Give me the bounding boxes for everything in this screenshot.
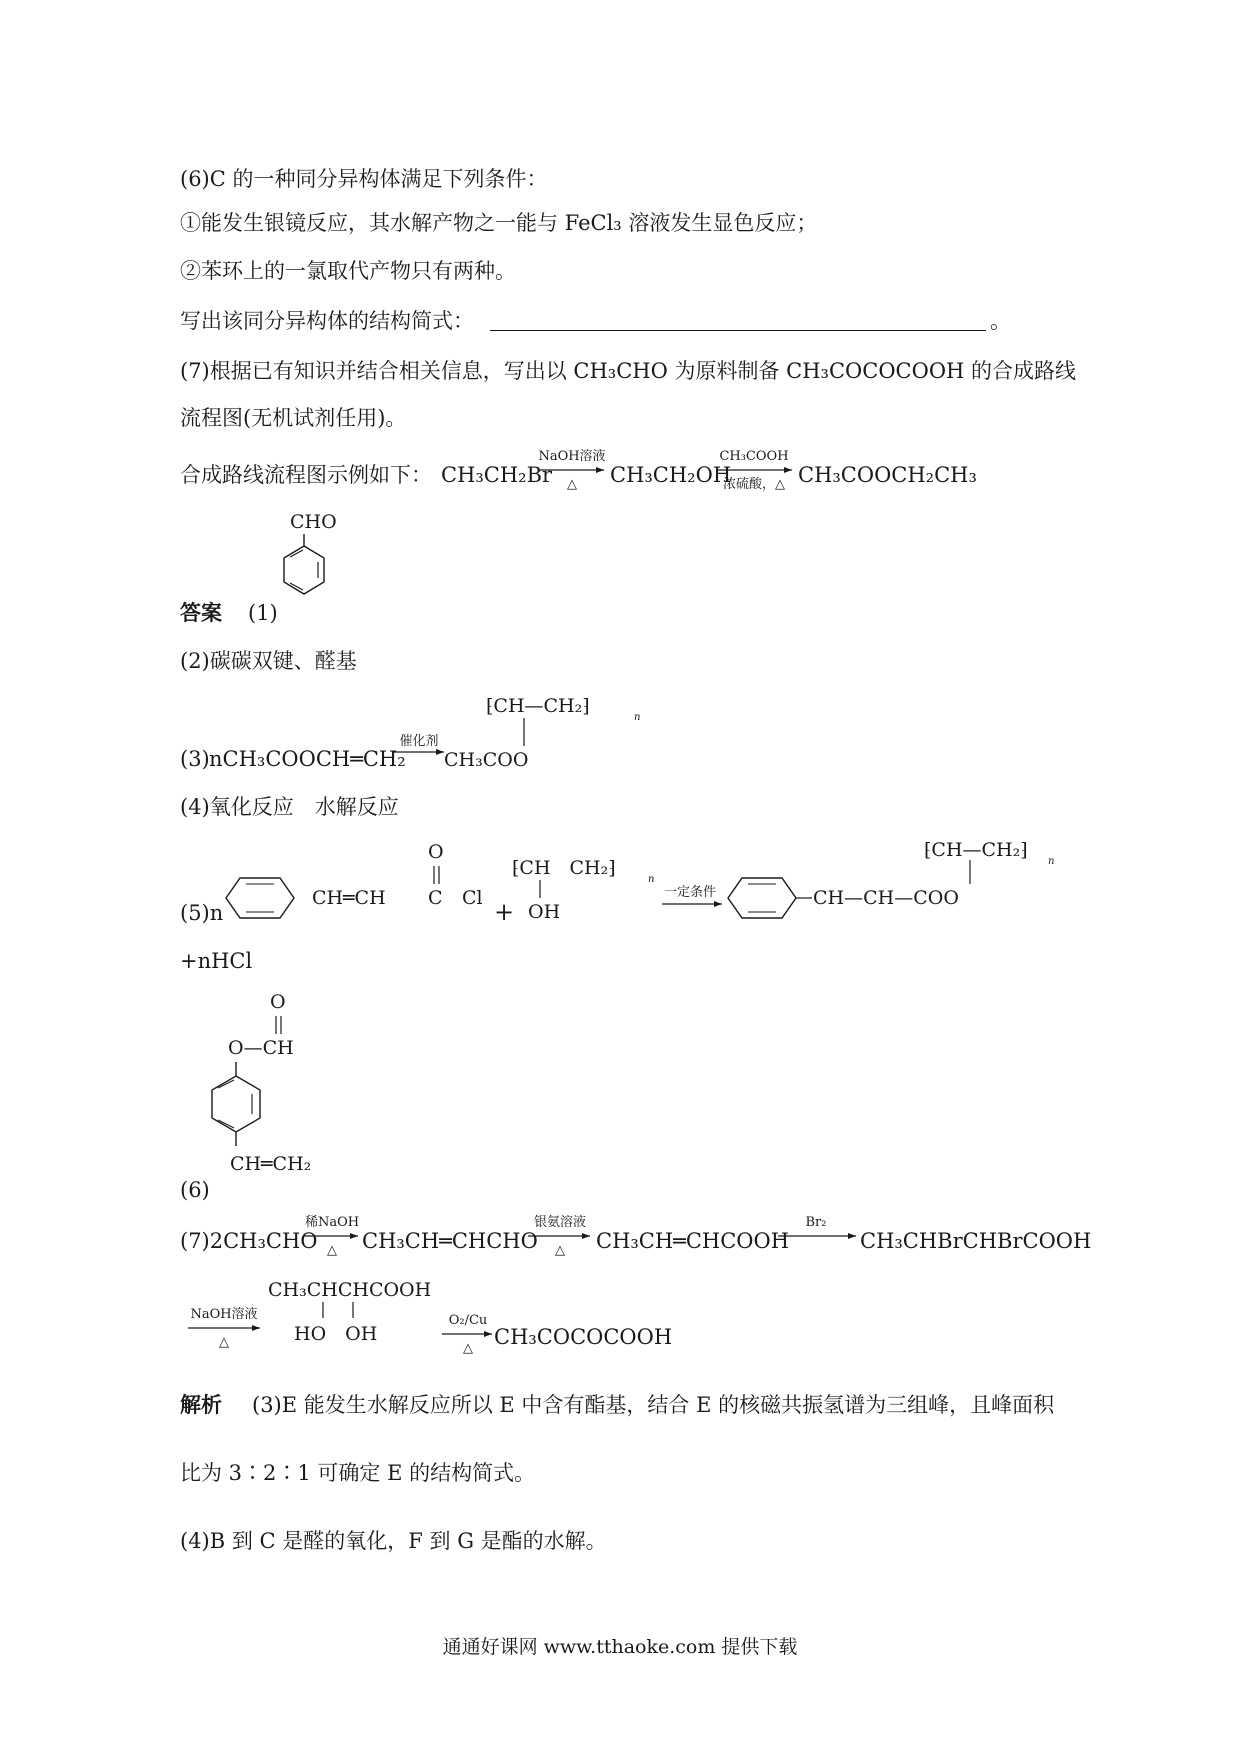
answer-5-equation [216, 838, 1056, 958]
q6-prompt: 写出该同分异构体的结构简式： [180, 309, 474, 333]
answer-7-arrow-2 [526, 1214, 594, 1260]
example-intermediate: CH₃CH₂OH [610, 463, 732, 487]
answer-7-arrow-4 [186, 1306, 264, 1352]
product-chain: CH—CH—COO [813, 887, 959, 909]
carbonyl-o: O [428, 841, 444, 863]
example-arrow-2 [716, 448, 796, 494]
analysis-line-1: (3)E 能发生水解反应所以 E 中含有酯基，结合 E 的核磁共振氢谱为三组峰，且峰面积 [252, 1393, 1055, 1417]
answer-7-arrow-5 [440, 1312, 496, 1358]
polyvinyl-acetate-structure [444, 690, 654, 780]
answer-7-arrow-1 [302, 1214, 362, 1260]
poly-side-group: CH₃COO [444, 749, 529, 771]
answer-label: 答案 [180, 600, 222, 625]
arrow-1-bottom: △ [567, 477, 577, 492]
example-reactant: CH₃CH₂Br [441, 463, 553, 487]
arrow-7-3-top: Br₂ [805, 1215, 827, 1230]
answer-6-number: (6) [180, 1178, 210, 1202]
answer-3-reactant: nCH₃COOCH═CH₂ [209, 747, 406, 771]
arrow-7-1-top: 稀NaOH [304, 1215, 360, 1230]
product-n: n [1048, 856, 1055, 867]
chloride: Cl [462, 887, 483, 909]
answer-1-number: (1) [248, 601, 278, 625]
diol-chain: CH₃CHCHCOOH [268, 1279, 432, 1301]
catalyst-label: 催化剂 [399, 734, 439, 749]
arrow-7-4-bottom: △ [219, 1335, 229, 1350]
example-product: CH₃COOCH₂CH₃ [798, 463, 977, 487]
answer-blank-line [490, 330, 986, 331]
arrow-2-bottom: 浓硫酸，△ [723, 477, 785, 492]
product-backbone: ⁅CH—CH₂⁆ [924, 839, 1028, 861]
analysis-line-2: 比为 3∶2∶1 可确定 E 的结构简式。 [180, 1461, 536, 1485]
analysis-line-3: (4)B 到 C 是醛的氧化，F 到 G 是酯的水解。 [180, 1529, 607, 1553]
example-label: 合成路线流程图示例如下： [180, 463, 432, 487]
q7-line-2: 流程图(无机试剂任用)。 [180, 406, 407, 430]
poly-backbone: ⁅CH—CH₂⁆ [486, 695, 590, 717]
pva-oh: OH [528, 901, 561, 923]
answer-5-prefix: (5)n [180, 901, 224, 925]
arrow-7-1-bottom: △ [327, 1243, 337, 1258]
vinyl-group: CH═CH₂ [230, 1153, 312, 1175]
answer-4: (4)氧化反应 水解反应 [180, 795, 399, 819]
answer-3-prefix: (3) [180, 747, 210, 771]
dihydroxy-acid-structure [268, 1272, 458, 1352]
poly-n: n [634, 712, 641, 723]
arrow-7-5-bottom: △ [463, 1341, 473, 1356]
answer-7-product-3: CH₃CHBrCHBrCOOH [860, 1229, 1092, 1253]
arrow-7-2-top: 银氨溶液 [533, 1215, 587, 1230]
analysis-label: 解析 [180, 1392, 222, 1417]
q6-condition-2: ②苯环上的一氯取代产物只有两种。 [180, 259, 516, 283]
arrow-7-4-top: NaOH溶液 [190, 1307, 258, 1322]
arrow-7-2-bottom: △ [555, 1243, 565, 1258]
answer-3-arrow [392, 734, 448, 758]
plus-sign: + [494, 898, 515, 926]
answer-6-structure [200, 984, 360, 1204]
answer-7-product-2: CH₃CH═CHCOOH [596, 1229, 790, 1253]
benzene-ring-para [212, 1076, 260, 1132]
pva-n: n [648, 874, 655, 885]
q6-end: 。 [990, 309, 1011, 333]
reaction-condition: 一定条件 [664, 885, 717, 900]
answer-7-arrow-3 [776, 1214, 860, 1244]
q7-line-1: (7)根据已有知识并结合相关信息，写出以 CH₃CHO 为原料制备 CH₃COCOCOOH 的合成路线 [180, 359, 1077, 383]
example-arrow-1 [538, 448, 608, 494]
answer-7-product-5: CH₃COCOCOOH [494, 1325, 673, 1349]
q6-condition-1: ①能发生银镜反应，其水解产物之一能与 FeCl₃ 溶液发生显色反应； [180, 211, 818, 235]
formyl-o: O [270, 991, 286, 1013]
arrow-2-top: CH₃COOH [719, 449, 789, 464]
diol-hydroxyls: HO OH [294, 1323, 378, 1345]
answer-7-start: (7)2CH₃CHO [180, 1229, 318, 1253]
arrow-7-5-top: O₂/Cu [448, 1313, 488, 1328]
cho-group: CHO [290, 511, 337, 533]
answer-5-hcl: +nHCl [180, 949, 253, 973]
q6-intro: (6)C 的一种同分异构体满足下列条件： [180, 167, 548, 191]
arrow-1-top: NaOH溶液 [538, 449, 606, 464]
carbonyl-c: C [428, 887, 443, 909]
ester-o-ch: O—CH [228, 1037, 294, 1059]
footer-credit: 通通好课网 www.tthaoke.com 提供下载 [442, 1636, 798, 1658]
cinnamoyl-chain: CH═CH [312, 887, 386, 909]
answer-7-product-1: CH₃CH═CHCHO [362, 1229, 538, 1253]
benzaldehyde-structure [270, 508, 350, 618]
pva-backbone: ⁅CH CH₂⁆ [512, 857, 616, 879]
answer-2: (2)碳碳双键、醛基 [180, 649, 357, 673]
